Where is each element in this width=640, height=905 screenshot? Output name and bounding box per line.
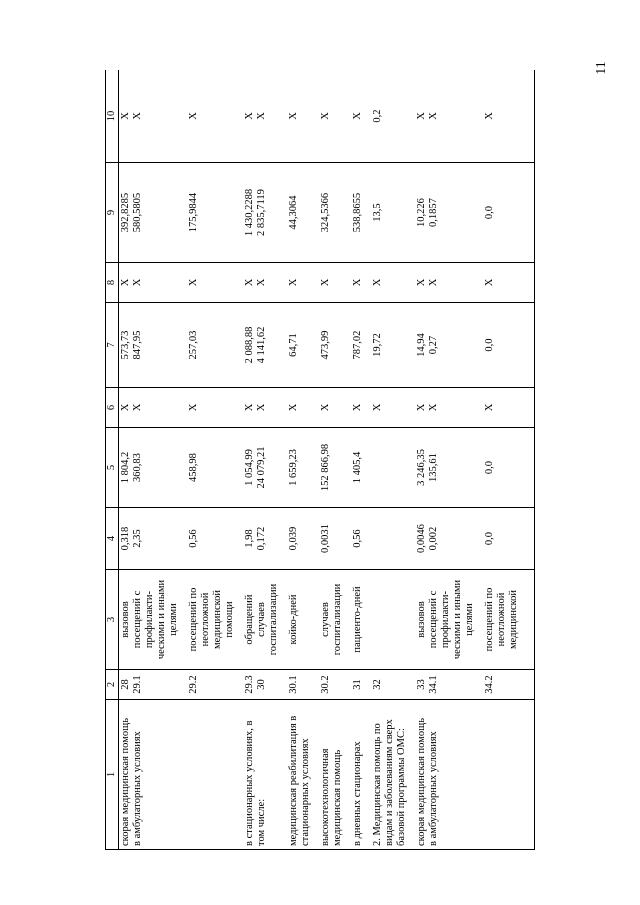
cell-value: 392,8285 [120, 192, 132, 233]
cell-value: 14,94 [416, 333, 428, 357]
cell-value: случаев госпитализации [320, 583, 344, 656]
cell-value: Х [320, 112, 332, 120]
cell-group [484, 73, 528, 159]
cell-value: 30.2 [320, 675, 332, 694]
cell-value: 64,71 [288, 333, 300, 357]
cell-value: Х [288, 278, 300, 287]
cell-group [416, 266, 484, 299]
cell-group [320, 431, 352, 504]
cell-value: в стационарных условиях, в том числе: [244, 720, 268, 846]
cell-value: в амбулаторных условиях [428, 731, 440, 846]
column-number: 4 [106, 508, 119, 570]
cell-value: посещений по неотложной медицинской помощи [188, 587, 236, 652]
cell-value: 34.2 [484, 675, 496, 694]
cell-value: Х [120, 112, 132, 120]
cell-group [484, 306, 528, 384]
cell-value: Х [120, 278, 132, 287]
cell-value: 1,98 [244, 529, 256, 548]
cell-group [120, 306, 188, 384]
cell-value: 0,039 [288, 526, 300, 551]
cell-value: 787,02 [352, 330, 364, 360]
cell-value: 0,27 [428, 335, 440, 355]
cell-group [244, 166, 288, 259]
cell-group [120, 573, 188, 666]
column-number-row [106, 70, 119, 850]
cell-value: 0,318 [120, 526, 132, 551]
cell-group [416, 673, 484, 696]
cell-value: Х [244, 403, 256, 412]
cell-value: случаев госпитализации [256, 583, 280, 656]
cell-value: 30.1 [288, 675, 300, 694]
cell-value: Х [244, 278, 256, 287]
unit-cell [119, 570, 535, 670]
cell-group [372, 166, 416, 259]
cell-value: 29.3 [244, 675, 256, 694]
cell-value: 31 [352, 679, 364, 690]
cell-group [372, 306, 416, 384]
cell-value: 573,73 [120, 330, 132, 360]
cell-value: посещений с профилакти- ческими и иными целями [132, 579, 180, 660]
cell-group [288, 511, 320, 566]
cell-value: Х [188, 112, 200, 120]
cell-value: 0,0 [484, 205, 496, 220]
cell-group [416, 703, 484, 846]
cell-group [372, 73, 416, 159]
cell-value: 458,98 [188, 453, 200, 482]
cell-group [484, 166, 528, 259]
cell-group [352, 673, 372, 696]
cell-group [352, 306, 372, 384]
cell-group [416, 166, 484, 259]
cell-value: Х [132, 278, 144, 287]
cell-group [188, 391, 244, 424]
cell-value: 360,83 [132, 453, 144, 482]
cell-value: 3 246,35 [416, 449, 428, 486]
cell-group [484, 511, 528, 566]
cell-group [484, 431, 528, 504]
cell-group [484, 703, 528, 846]
cell-value: 257,03 [188, 330, 200, 360]
cell-group [372, 511, 416, 566]
cell-value: Х [132, 403, 144, 412]
cell-value: 1 405,4 [352, 451, 364, 484]
indicator-name-cell [119, 700, 535, 850]
cell-group [288, 166, 320, 259]
cell-value: 30 [256, 679, 268, 690]
cell-group [352, 391, 372, 424]
cell-value: Х [288, 112, 300, 120]
cell-group [320, 391, 352, 424]
cell-value: 1 430,2288 [244, 188, 256, 237]
cell-value: 152 866,98 [320, 443, 332, 492]
cell-value: Х [132, 112, 144, 120]
cell-group [372, 391, 416, 424]
cell-group [352, 511, 372, 566]
cell-value: Х [244, 112, 256, 120]
cell-value: 0,56 [352, 529, 364, 548]
cell-value: Х [320, 403, 332, 412]
cell-value: 175,9844 [188, 192, 200, 233]
cell-value: 1 659,23 [288, 449, 300, 486]
cell-value: Х [256, 112, 268, 120]
cell-group [188, 73, 244, 159]
cell-value: в амбулаторных условиях [132, 731, 144, 846]
cell-value: 473,99 [320, 330, 332, 360]
cell-group [244, 431, 288, 504]
cell-group [372, 673, 416, 696]
cell-group [244, 673, 288, 696]
cell-value: 0,1857 [428, 198, 440, 227]
cell-group [244, 511, 288, 566]
cell-group [244, 266, 288, 299]
cell-value: Х [320, 278, 332, 287]
cell-value: 10,226 [416, 198, 428, 227]
cell-group [120, 266, 188, 299]
cell-value: 0,0 [484, 531, 496, 546]
cell-group [120, 73, 188, 159]
cell-group [244, 703, 288, 846]
cell-value: 19,72 [372, 333, 384, 357]
cell-group [352, 166, 372, 259]
cell-group [188, 703, 244, 846]
cell-value: Х [372, 278, 384, 287]
cell-group [416, 511, 484, 566]
cell-value: Х [352, 278, 364, 287]
cell-value: 29.1 [132, 675, 144, 694]
column-number: 2 [106, 670, 119, 700]
cell-value: вызовов [120, 601, 132, 638]
cell-value: Х [352, 403, 364, 412]
cell-group [244, 391, 288, 424]
cell-value: 44,3064 [288, 195, 300, 230]
cell-group [352, 73, 372, 159]
cell-group [188, 266, 244, 299]
cell-group [288, 573, 320, 666]
cell-value: 1 804,2 [120, 451, 132, 484]
cell-group [120, 673, 188, 696]
cell-value: 538,8655 [352, 192, 364, 233]
cell-group [372, 573, 416, 666]
cell-value: 847,95 [132, 330, 144, 360]
cell-value: 324,5366 [320, 192, 332, 233]
cell-group [320, 73, 352, 159]
cell-value: 2. Медицинская помощь по видам и заболеваниям сверх базовой программы ОМС: [372, 719, 408, 846]
cell-group [244, 306, 288, 384]
cell-value: скорая медицинская помощь [120, 718, 132, 846]
cell-value: Х [256, 403, 268, 412]
cell-value: 0,172 [256, 526, 268, 551]
cell-value: Х [428, 112, 440, 120]
cell-value: Х [484, 112, 496, 120]
cell-group [288, 266, 320, 299]
cell-value: Х [288, 403, 300, 412]
cell-group [288, 431, 320, 504]
cell-group [484, 573, 528, 666]
cell-value: 2 088,88 [244, 326, 256, 364]
cell-value: 13,5 [372, 203, 384, 222]
cell-group [120, 511, 188, 566]
cell-value: вызовов [416, 601, 428, 638]
table-body-row [119, 70, 535, 850]
cell-value: Х [352, 112, 364, 120]
cell-value: 0,0 [484, 338, 496, 352]
cell-group [320, 266, 352, 299]
column-number: 5 [106, 428, 119, 508]
volume-cell [119, 508, 535, 570]
cell-value: медицинская реабилитация в стационарных условиях [288, 715, 312, 846]
cell-group [188, 573, 244, 666]
cell-group [320, 306, 352, 384]
cell-group [416, 573, 484, 666]
cell-value: посещений по неотложной медицинской [484, 587, 520, 652]
cell-value: Х [428, 278, 440, 287]
cell-value: 0,2 [372, 109, 384, 123]
cell-value: Х [484, 278, 496, 287]
cell-value: скорая медицинская помощь [416, 718, 428, 846]
cell-value: Х [416, 403, 428, 412]
column-number: 7 [106, 303, 119, 388]
column-number: 10 [106, 70, 119, 163]
cell-group [188, 511, 244, 566]
page-number: 11 [594, 61, 609, 75]
cell-group [188, 431, 244, 504]
percent-cell [119, 70, 535, 163]
cell-value: Х [416, 112, 428, 120]
cell-group [372, 266, 416, 299]
cell-group [352, 431, 372, 504]
cell-value: пациенто-дней [352, 586, 364, 653]
table-area [105, 70, 535, 850]
cell-group [416, 391, 484, 424]
cell-value: 135,61 [428, 453, 440, 482]
cell-group [320, 511, 352, 566]
cell-group [288, 703, 320, 846]
column-number: 6 [106, 388, 119, 428]
cell-value: обращений [244, 594, 256, 645]
cell-value: 4 141,62 [256, 326, 268, 364]
cell-value: Х [188, 278, 200, 287]
cell-value: в дневных стационарах [352, 741, 364, 846]
cell-value: койко-дней [288, 594, 300, 645]
cell-value: 0,002 [428, 526, 440, 551]
cell-value: Х [120, 403, 132, 412]
cell-group [288, 673, 320, 696]
cell-group [484, 266, 528, 299]
cell-value: 0,0046 [416, 524, 428, 553]
cell-group [352, 573, 372, 666]
cell-group [120, 166, 188, 259]
cell-group [416, 73, 484, 159]
cell-group [120, 703, 188, 846]
cell-group [352, 266, 372, 299]
cell-group [484, 673, 528, 696]
value-cell [119, 263, 535, 303]
cell-group [188, 673, 244, 696]
cell-value: 24 079,21 [256, 446, 268, 489]
cell-value: 34.1 [428, 675, 440, 694]
cell-value: 0,0 [484, 460, 496, 475]
cell-group [416, 431, 484, 504]
cell-group [244, 573, 288, 666]
cell-group [320, 166, 352, 259]
cell-group [352, 703, 372, 846]
cell-value: 33 [416, 679, 428, 690]
cell-value: 28 [120, 679, 132, 690]
cell-value: Х [416, 278, 428, 287]
cell-group [188, 306, 244, 384]
cell-group [288, 73, 320, 159]
per-capita-cell [119, 303, 535, 388]
cell-group [320, 703, 352, 846]
cell-group [484, 391, 528, 424]
cell-group [320, 673, 352, 696]
cell-group [120, 431, 188, 504]
cell-value: 0,56 [188, 529, 200, 548]
cell-group [188, 166, 244, 259]
cell-value: Х [188, 403, 200, 412]
line-number-cell [119, 670, 535, 700]
cell-value: 1 054,99 [244, 449, 256, 486]
value-cell [119, 388, 535, 428]
cell-value: 2,35 [132, 529, 144, 548]
column-number: 3 [106, 570, 119, 670]
cell-group [120, 391, 188, 424]
unit-cost-cell [119, 428, 535, 508]
cell-value: 2 835,7119 [256, 189, 268, 236]
cell-group [320, 573, 352, 666]
cell-value: 0,0031 [320, 524, 332, 553]
cell-group [372, 431, 416, 504]
cell-value: 29.2 [188, 675, 200, 694]
cell-group [372, 703, 416, 846]
column-number: 9 [106, 163, 119, 263]
cell-value: высокотехнологичная медицинская помощь [320, 748, 344, 846]
cell-value: Х [256, 278, 268, 287]
column-number: 8 [106, 263, 119, 303]
financing-table [105, 70, 535, 850]
cell-group [288, 391, 320, 424]
cell-group [416, 306, 484, 384]
cell-group [288, 306, 320, 384]
cell-group [244, 73, 288, 159]
cell-value: Х [372, 403, 384, 412]
cell-value: 580,5805 [132, 192, 144, 233]
cost-total-cell [119, 163, 535, 263]
cell-value: 32 [372, 679, 384, 690]
cell-value: Х [484, 403, 496, 412]
cell-value: Х [428, 403, 440, 412]
column-number: 1 [106, 700, 119, 850]
rotated-table-container [105, 70, 535, 850]
cell-value: посещений с профилакти- ческими и иными целями [428, 579, 476, 660]
